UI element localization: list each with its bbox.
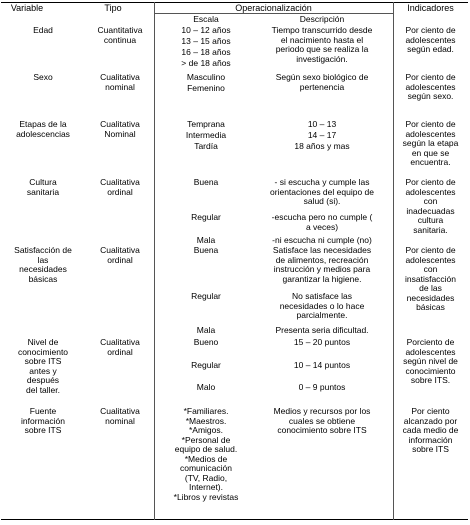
cell-tipo: Cualitativa ordinal xyxy=(100,337,140,357)
cell-escala: 16 – 18 años xyxy=(181,47,231,57)
cell-variable: Nivel de conocimiento sobre ITS antes y después del taller. xyxy=(17,337,69,395)
cell-descripcion: 15 – 20 puntos xyxy=(293,337,351,347)
cell-escala: Femenino xyxy=(187,83,225,93)
cell-escala: Mala xyxy=(196,325,216,335)
cell-escala: Buena xyxy=(193,245,219,255)
cell-descripcion: Según sexo biológico de pertenencia xyxy=(275,72,369,92)
cell-descripcion: -ni escucha ni cumple (no) xyxy=(272,235,372,245)
cell-tipo: Cualitativa nominal xyxy=(100,406,140,426)
header-variable: Variable xyxy=(10,3,44,13)
cell-escala: 13 – 15 años xyxy=(181,36,231,46)
cell-tipo: Cuantitativa continua xyxy=(97,25,143,45)
subheader-descripcion: Descripción xyxy=(299,14,345,24)
cell-escala: Masculino xyxy=(186,72,226,82)
cell-indicadores: Por ciento alcanzado por cada medio de información sobre ITS xyxy=(402,406,459,454)
header-tipo: Tipo xyxy=(104,3,122,13)
cell-descripcion: -escucha pero no cumple ( a veces) xyxy=(271,212,373,232)
cell-indicadores: Por ciento de adolescentes según sexo. xyxy=(405,72,456,101)
cell-escala: *Familiares. *Maestros. *Amigos. *Personal de equipo de salud. *Medios de comunicación (TV, Radio, Internet). *Libros y revistas xyxy=(173,406,239,502)
cell-variable: Sexo xyxy=(33,72,53,82)
cell-indicadores: Por ciento de adolescentes con inadecuadas cultura sanitaria. xyxy=(405,177,456,235)
cell-variable: Etapas de la adolescencias xyxy=(16,119,70,139)
cell-escala: Tardía xyxy=(194,141,218,151)
cell-escala: Malo xyxy=(196,382,216,392)
cell-escala: 10 – 12 años xyxy=(181,25,231,35)
cell-descripcion: 10 – 13 xyxy=(307,119,337,129)
cell-tipo: Cualitativa ordinal xyxy=(100,245,140,265)
cell-indicadores: Por ciento de adolescentes según la etapa en que se encuentra. xyxy=(402,119,459,167)
cell-descripcion: 18 años y mas xyxy=(294,141,350,151)
cell-descripcion: Presenta seria dificultad. xyxy=(275,325,369,335)
cell-descripcion: Medios y recursos por los cuales se obtiene conocimiento sobre ITS xyxy=(273,406,371,435)
cell-descripcion: 0 – 9 puntos xyxy=(298,382,346,392)
cell-escala: Temprana xyxy=(187,119,225,129)
cell-variable: Satisfacción de las necesidades básicas xyxy=(14,245,72,284)
cell-variable: Cultura sanitaria xyxy=(26,177,60,197)
cell-indicadores: Por ciento de adolescentes con insatisfacción de las necesidades básicas xyxy=(404,245,457,312)
cell-escala: > de 18 años xyxy=(181,58,231,68)
cell-indicadores: Por ciento de adolescentes según edad. xyxy=(405,25,456,54)
cell-descripcion: Tiempo transcurrido desde el nacimiento hasta el periodo que se realiza la investigación. xyxy=(271,25,373,64)
cell-descripcion: No satisface las necesidades o lo hace parcialmente. xyxy=(279,291,365,320)
cell-descripcion: - si escucha y cumple las orientaciones del equipo de salud (si). xyxy=(270,177,374,206)
cell-escala: Regular xyxy=(191,212,221,222)
cell-descripcion: 14 – 17 xyxy=(307,130,337,140)
cell-escala: Bueno xyxy=(193,337,219,347)
cell-escala: Buena xyxy=(193,177,219,187)
operationalization-table xyxy=(1,2,468,520)
cell-escala: Regular xyxy=(191,291,221,301)
cell-tipo: Cualitativa Nominal xyxy=(100,119,140,139)
subheader-escala: Escala xyxy=(193,14,219,24)
cell-variable: Edad xyxy=(33,25,53,35)
header-indicadores: Indicadores xyxy=(407,3,454,13)
table-bottom-rule xyxy=(1,519,468,520)
cell-descripcion: 10 – 14 puntos xyxy=(293,360,351,370)
cell-descripcion: Satisface las necesidades de alimentos, recreación instrucción y medios para garantizar la higiene. xyxy=(272,245,372,284)
header-operacionalizacion: Operacionalización xyxy=(235,3,312,13)
cell-tipo: Cualitativa ordinal xyxy=(100,177,140,197)
cell-escala: Intermedia xyxy=(185,130,227,140)
cell-escala: Regular xyxy=(191,360,221,370)
cell-variable: Fuente información sobre ITS xyxy=(21,406,65,435)
cell-tipo: Cualitativa nominal xyxy=(100,72,140,92)
cell-escala: Mala xyxy=(196,235,216,245)
cell-indicadores: Porciento de adolescentes según nivel de conocimiento sobre ITS. xyxy=(403,337,458,385)
